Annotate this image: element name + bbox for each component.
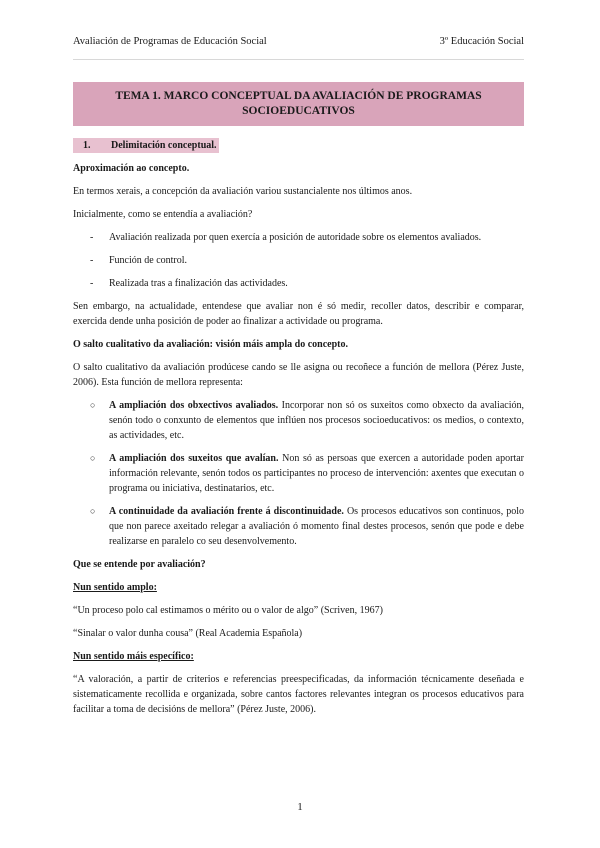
header-course-title: Avaliación de Programas de Educación Social bbox=[73, 36, 267, 47]
chapter-title: TEMA 1. MARCO CONCEPTUAL DA AVALIACIÓN DE PROGRAMAS SOCIOEDUCATIVOS bbox=[73, 82, 524, 126]
quote-rae: “Sinalar o valor dunha cousa” (Real Academia Española) bbox=[73, 628, 303, 639]
section-number: 1. bbox=[83, 140, 91, 151]
paragraph-improvement-function: O salto cualitativo da avaliación prodúcese cando se lle asigna ou recoñece a función de mellora (Pérez Juste, 2006). Esta función de mellora representa: bbox=[73, 362, 524, 388]
definition-question-heading: Que se entende por avaliación? bbox=[73, 559, 206, 570]
section-label: Delimitación conceptual. bbox=[111, 140, 217, 151]
dash-list-item: - Función de control. bbox=[73, 253, 524, 268]
quote-perez-juste: “A valoración, a partir de criterios e referencias preespecificadas, da información técnicamente deseñada e sistematicamente recollida e organizada, sobre cantos factores relevantes integran os procesos educativos para facilitar a toma de decisións de mellora” (Pérez Juste, 2006). bbox=[73, 674, 524, 715]
approximation-heading: Aproximación ao concepto. bbox=[73, 163, 190, 174]
circle-bullet-icon: ○ bbox=[90, 453, 96, 463]
page-body bbox=[73, 136, 524, 717]
circle-item-heading: A ampliación dos obxectivos avaliados. bbox=[109, 400, 279, 411]
circle-bullet-icon: ○ bbox=[90, 506, 96, 516]
paragraph-intro: En termos xerais, a concepción da avaliación variou sustancialente nos últimos anos. bbox=[73, 186, 413, 197]
specific-sense-heading: Nun sentido máis específico: bbox=[73, 651, 194, 662]
circle-bullet-icon: ○ bbox=[90, 400, 96, 410]
page-number: 1 bbox=[297, 801, 303, 813]
dash-list-item: - Avaliación realizada por quen exercía a posición de autoridade sobre os elementos avaliados. bbox=[73, 230, 524, 245]
broad-sense-heading: Nun sentido amplo: bbox=[73, 582, 157, 593]
qualitative-leap-heading: O salto cualitativo da avaliación: visión máis ampla do concepto. bbox=[73, 339, 349, 350]
dash-list-item: - Realizada tras a finalización das actividades. bbox=[73, 276, 524, 291]
circle-item-heading: A ampliación dos suxeitos que avalían. bbox=[109, 453, 279, 464]
quote-scriven: “Un proceso polo cal estimamos o mérito ou o valor de algo” (Scriven, 1967) bbox=[73, 605, 383, 616]
circle-item-text: Incorporar non só os suxeitos como obxecto da avaliación, senón todo o conxunto de elementos que inflúen nos procesos socioeducativos: os medios, o contexto, as actividades, etc. bbox=[109, 400, 524, 441]
circle-list-item bbox=[73, 451, 524, 496]
page-header bbox=[73, 36, 524, 50]
header-divider bbox=[73, 59, 524, 60]
paragraph-current-view: Sen embargo, na actualidade, entendese que avaliar non é só medir, recoller datos, describir e comparar, exercida dende unha posición de poder ao finalizar a actividade ou programa. bbox=[73, 301, 524, 327]
circle-item-text: Os procesos educativos son continuos, polo que non parece axeitado relegar a avaliación ó momento final destes procesos, senón que pode e debe realizarse en paralelo co seu desenvolvemento. bbox=[109, 506, 524, 547]
circle-list-item bbox=[73, 504, 524, 549]
circle-list-item bbox=[73, 398, 524, 443]
circle-item-heading: A continuidade da avaliación frente á discontinuidade. bbox=[109, 506, 344, 517]
paragraph-question: Inicialmente, como se entendía a avaliación? bbox=[73, 209, 253, 220]
circle-item-text: Non só as persoas que exercen a autoridade poden aportar información relevante, senón todos os participantes no proceso de intervención: axentes que executan o programa ou iniciativa, destinatarios, etc. bbox=[109, 453, 524, 494]
section-heading bbox=[73, 138, 524, 153]
header-course-year: 3º Educación Social bbox=[439, 36, 524, 47]
